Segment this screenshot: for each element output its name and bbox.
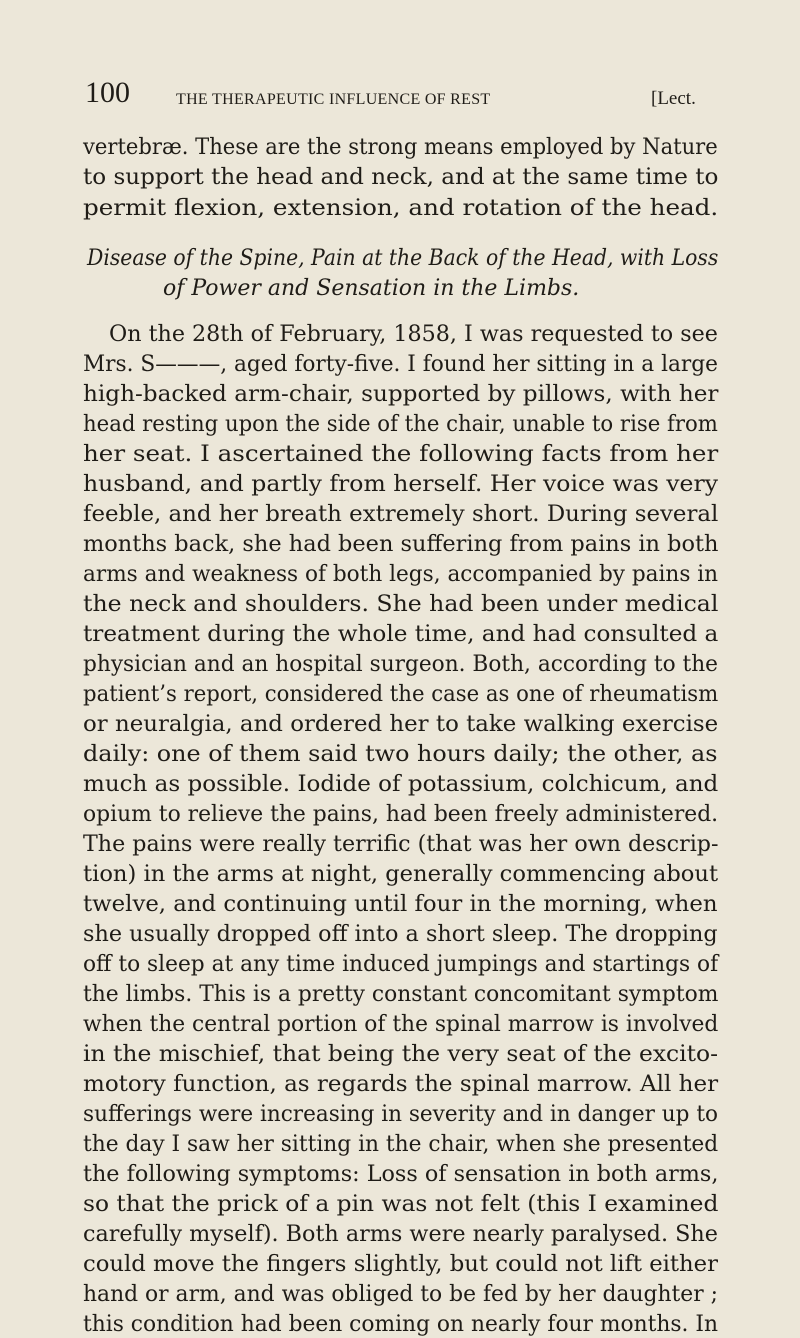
running-head-section: [Lect.: [651, 88, 696, 109]
text-line: high-backed arm-chair, supported by pillows, with her: [83, 382, 719, 407]
section-heading-line: of Power and Sensation in the Limbs.: [163, 276, 580, 301]
text-line: daily: one of them said two hours daily; the other, as: [83, 742, 718, 767]
text-line: the following symptoms: Loss of sensation in both arms,: [83, 1162, 719, 1187]
text-line: or neuralgia, and ordered her to take walking exercise: [83, 712, 719, 737]
text-line: in the mischief, that being the very seat of the excito-: [83, 1042, 719, 1067]
text-line: off to sleep at any time induced jumpings and startings of: [83, 952, 719, 977]
text-line: patient’s report, considered the case as one of rheumatism: [83, 682, 719, 707]
text-line: could move the fingers slightly, but could not lift either: [83, 1252, 718, 1277]
text-line: On the 28th of February, 1858, I was requested to see: [109, 322, 718, 347]
text-line: the limbs. This is a pretty constant concomitant symptom: [83, 982, 719, 1007]
text-line: opium to relieve the pains, had been freely administered.: [83, 802, 719, 827]
text-line: the neck and shoulders. She had been under medical: [83, 592, 719, 617]
text-line: arms and weakness of both legs, accompanied by pains in: [83, 562, 719, 587]
running-head-title: THE THERAPEUTIC INFLUENCE OF REST: [176, 91, 491, 108]
text-line: treatment during the whole time, and had consulted a: [83, 622, 719, 647]
text-line: motory function, as regards the spinal marrow. All her: [83, 1072, 719, 1097]
page-number: 100: [85, 76, 130, 109]
section-heading-line: Disease of the Spine, Pain at the Back of the Head, with Loss: [87, 246, 719, 271]
text-line: months back, she had been suffering from pains in both: [83, 532, 719, 557]
text-line: tion) in the arms at night, generally commencing about: [83, 862, 719, 887]
text-line: when the central portion of the spinal marrow is involved: [83, 1012, 719, 1037]
text-line: twelve, and continuing until four in the morning, when: [83, 892, 718, 917]
text-line: she usually dropped off into a short sleep. The dropping: [83, 922, 718, 947]
text-line: hand or arm, and was obliged to be fed by her daughter ;: [83, 1282, 718, 1307]
text-line: carefully myself). Both arms were nearly paralysed. She: [83, 1222, 718, 1247]
text-line: physician and an hospital surgeon. Both, according to the: [83, 652, 718, 677]
text-line: to support the head and neck, and at the same time to: [83, 165, 719, 190]
text-line: feeble, and her breath extremely short. During several: [83, 502, 719, 527]
text-line: so that the prick of a pin was not felt (this I examined: [83, 1192, 719, 1217]
text-line: sufferings were increasing in severity and in danger up to: [83, 1102, 718, 1127]
text-line: husband, and partly from herself. Her voice was very: [83, 472, 718, 497]
text-line: vertebræ. These are the strong means employed by Nature: [83, 135, 718, 160]
text-line: The pains were really terrific (that was her own descrip-: [83, 832, 719, 857]
text-line: the day I saw her sitting in the chair, when she presented: [83, 1132, 719, 1157]
text-line: this condition had been coming on nearly four months. In: [83, 1312, 718, 1337]
text-line: her seat. I ascertained the following facts from her: [83, 442, 719, 467]
running-head: [0, 78, 800, 118]
text-line: Mrs. S———, aged forty-five. I found her sitting in a large: [83, 352, 718, 377]
text-line: permit flexion, extension, and rotation of the head.: [83, 196, 719, 221]
text-line: much as possible. Iodide of potassium, colchicum, and: [83, 772, 719, 797]
text-line: head resting upon the side of the chair, unable to rise from: [83, 412, 718, 437]
